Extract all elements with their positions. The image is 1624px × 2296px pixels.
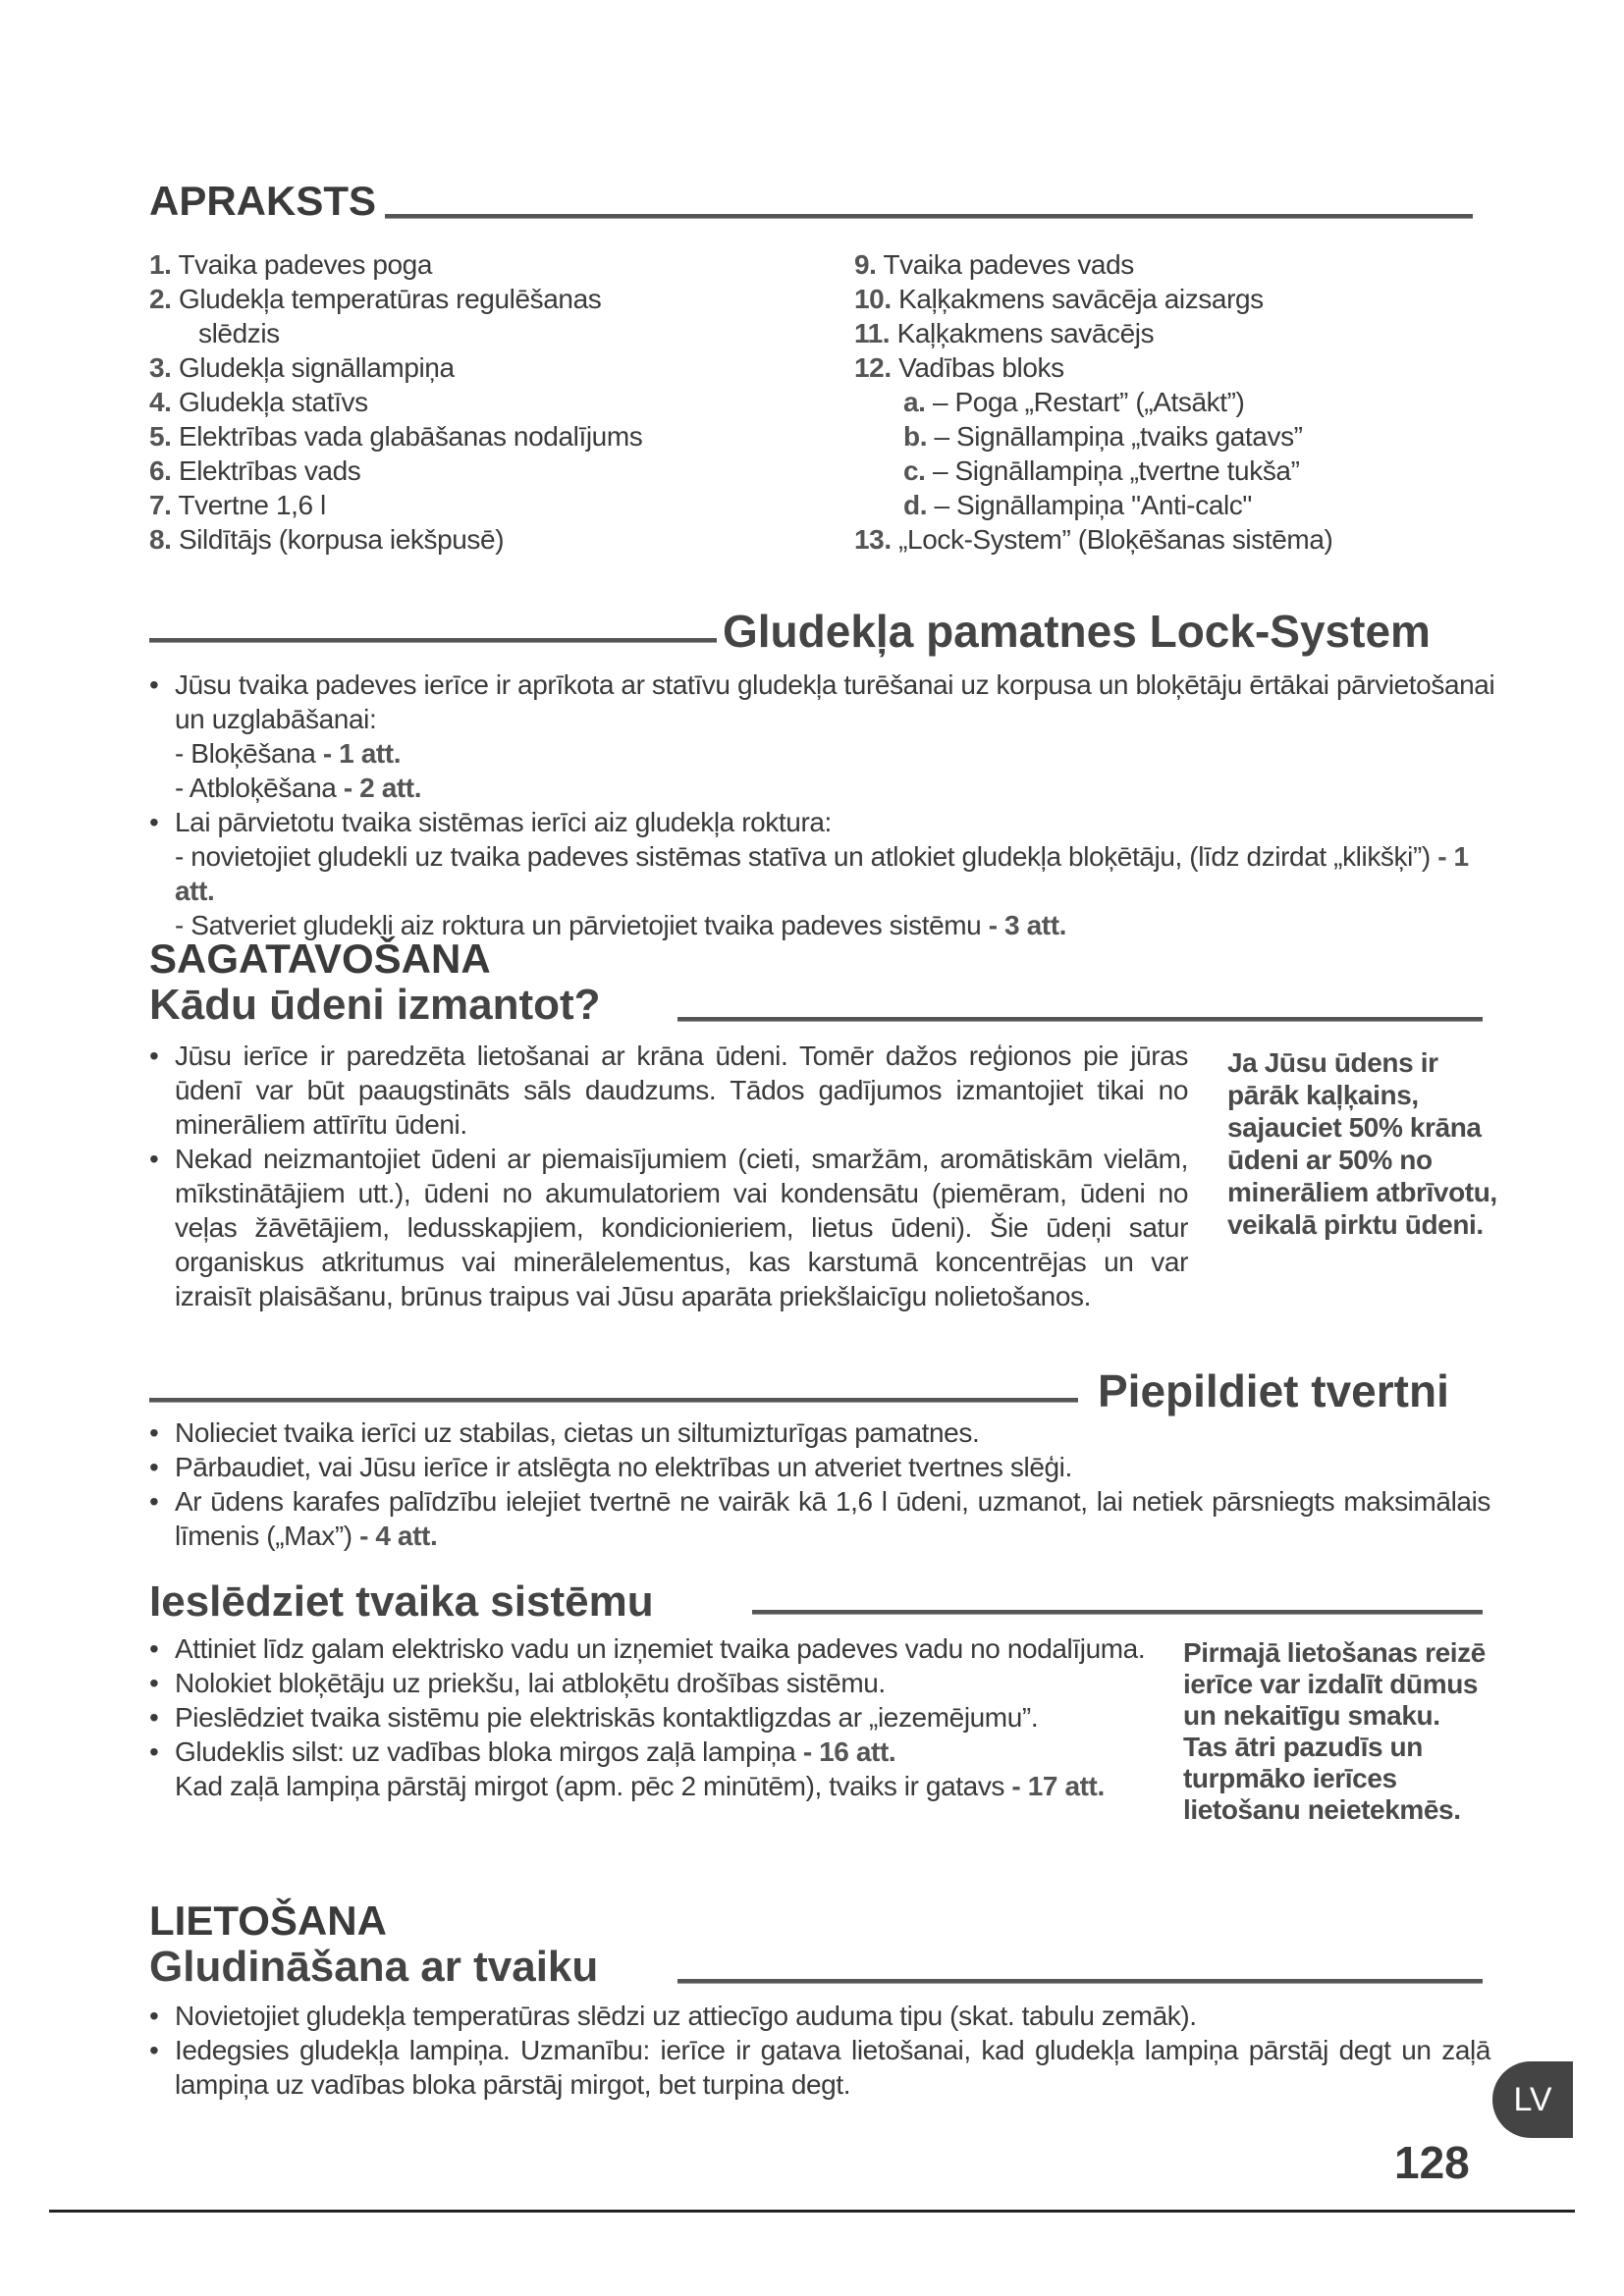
item-number: 3. xyxy=(149,352,172,383)
item-label: Sildītājs (korpusa iekšpusē) xyxy=(178,524,505,555)
figure-ref: - 17 att. xyxy=(1011,1771,1105,1801)
divider xyxy=(677,1979,1483,1984)
divider xyxy=(385,214,1473,219)
description-item xyxy=(854,454,1542,488)
item-number: 7. xyxy=(149,490,172,520)
divider xyxy=(677,1017,1483,1022)
bullet: • Nolieciet tvaika ierīci uz stabilas, cietas un siltumizturīgas pamatnes. xyxy=(149,1415,1490,1450)
item-number: 12. xyxy=(854,352,892,383)
bullet: • Pieslēdziet tvaika sistēmu pie elektriskās kontaktligzdas ar „iezemējumu”. xyxy=(149,1700,1147,1735)
section-title-lietosana: LIETOŠANA xyxy=(149,1897,387,1944)
item-number: 6. xyxy=(149,455,172,486)
section-title-sagatavosana: SAGATAVOŠANA xyxy=(149,935,491,982)
switch-on-text xyxy=(149,1631,1147,1803)
item-number: 10. xyxy=(854,284,892,314)
bullet: • Gludeklis silst: uz vadības bloka mirgos zaļā lampiņa - 16 att. Kad zaļā lampiņa pārstāj mirgot (apm. pēc 2 minūtēm), tvaiks ir gatavs - 17 att. xyxy=(149,1735,1147,1803)
section-title-fill-tank: Piepildiet tvertni xyxy=(1098,1365,1449,1416)
item-label: – Signāllampiņa „tvertne tukša” xyxy=(932,455,1300,486)
subsection-title-steam-ironing: Gludināšana ar tvaiku xyxy=(149,1943,599,1991)
side-note-water: Ja Jūsu ūdens ir pārāk kaļķains, sajauciet 50% krāna ūdeni ar 50% no minerāliem atbrīvotu, veikalā pirktu ūdeni. xyxy=(1227,1047,1497,1240)
item-number: 1. xyxy=(149,249,172,280)
item-number: 11. xyxy=(854,318,891,348)
item-label: Kaļķakmens savācējs xyxy=(896,318,1155,348)
item-label: Tvaika padeves poga xyxy=(178,249,433,280)
sub-item: - novietojiet gludekli uz tvaika padeves sistēmas statīva un atlokiet gludekļa bloķētāju, (līdz dzirdat „klikšķi”) xyxy=(175,841,1431,872)
figure-ref: - 3 att. xyxy=(988,910,1067,940)
description-item xyxy=(854,488,1542,522)
footer-rule xyxy=(49,2210,1575,2213)
bullet: • Novietojiet gludekļa temperatūras slēdzi uz attiecīgo auduma tipu (skat. tabulu zemāk). xyxy=(149,1999,1490,2033)
item-label: Elektrības vada glabāšanas nodalījums xyxy=(178,421,643,452)
description-item xyxy=(854,316,1542,350)
item-number: 9. xyxy=(854,249,877,280)
steam-ironing-text xyxy=(149,1999,1490,2102)
description-item xyxy=(149,316,837,350)
section-title-switch-on: Ieslēdziet tvaika sistēmu xyxy=(149,1577,654,1626)
bullet: • Nekad neizmantojiet ūdeni ar piemaisījumiem (cieti, smaržām, aromātiskām vielām, mīkstinātājiem utt.), ūdeni no akumulatoriem vai kondensātu (piemēram, ūdeni no veļas žāvētājiem, ledusskapjiem, kondicionieriem, lietus ūdeni). Šie ūdeņi satur organiskus atkritumus vai minerālelementus, kas karstumā koncentrējas un var izraisīt plaisāšanu, brūnus traipus vai Jūsu aparāta priekšlaicīgu nolietošanos. xyxy=(149,1142,1188,1313)
figure-ref: - 4 att. xyxy=(359,1521,438,1551)
description-item xyxy=(149,488,837,522)
bullet: • Lai pārvietotu tvaika sistēmas ierīci aiz gludekļa roktura: xyxy=(149,805,1504,839)
item-number: d. xyxy=(903,490,928,520)
item-number: 5. xyxy=(149,421,172,452)
item-label: – Poga „Restart” („Atsākt”) xyxy=(932,387,1245,417)
description-item xyxy=(149,385,837,419)
item-label: Elektrības vads xyxy=(178,455,361,486)
item-number: c. xyxy=(903,455,926,486)
item-number: a. xyxy=(903,387,926,417)
section-title-lock-system: Gludekļa pamatnes Lock-System xyxy=(723,606,1431,657)
section-title-apraksts: APRAKSTS xyxy=(149,178,377,224)
item-number: 8. xyxy=(149,524,172,555)
sub-item: - Satveriet gludekli aiz roktura un pārvietojiet tvaika padeves sistēmu xyxy=(175,910,982,940)
fill-tank-text xyxy=(149,1415,1490,1553)
description-item xyxy=(149,350,837,385)
water-text xyxy=(149,1039,1188,1313)
item-number: b. xyxy=(903,421,928,452)
description-item xyxy=(149,419,837,454)
item-label: slēdzis xyxy=(198,318,280,348)
description-list-left xyxy=(149,247,837,557)
description-item xyxy=(149,247,837,282)
description-item xyxy=(854,522,1542,557)
description-item xyxy=(854,419,1542,454)
divider xyxy=(752,1610,1483,1615)
description-item xyxy=(854,282,1542,316)
bullet: • Jūsu ierīce ir paredzēta lietošanai ar krāna ūdeni. Tomēr dažos reģionos pie jūras ūdenī var būt paaugstināts sāls daudzums. Tādos gadījumos izmantojiet tikai no minerāliem attīrītu ūdeni. xyxy=(149,1039,1188,1142)
item-label: Gludekļa signāllampiņa xyxy=(178,352,455,383)
description-item xyxy=(854,247,1542,282)
item-label: Vadības bloks xyxy=(898,352,1064,383)
figure-ref: - 1 att. xyxy=(322,738,402,769)
page-number: 128 xyxy=(1394,2137,1470,2188)
item-label: Tvaika padeves vads xyxy=(883,249,1134,280)
item-number: 4. xyxy=(149,387,172,417)
side-note-first-use: Pirmajā lietošanas reizē ierīce var izdalīt dūmus un nekaitīgu smaku. Tas ātri pazudīs un turpmāko ierīces lietošanu neietekmēs. xyxy=(1183,1637,1486,1825)
sub-item: - Atbloķēšana xyxy=(175,773,337,803)
bullet: • Pārbaudiet, vai Jūsu ierīce ir atslēgta no elektrības un atveriet tvertnes slēģi. xyxy=(149,1450,1490,1484)
bullet: • Jūsu tvaika padeves ierīce ir aprīkota ar statīvu gludekļa turēšanai uz korpusa un bloķētāju ērtākai pārvietošanai un uzglabāšanai: xyxy=(149,667,1504,736)
divider xyxy=(149,638,717,643)
item-label: – Signāllampiņa "Anti-calc" xyxy=(934,490,1252,520)
bullet: • Attiniet līdz galam elektrisko vadu un izņemiet tvaika padeves vadu no nodalījuma. xyxy=(149,1631,1147,1666)
item-label: Gludekļa temperatūras regulēšanas xyxy=(178,284,602,314)
description-item xyxy=(149,454,837,488)
item-label: Gludekļa statīvs xyxy=(178,387,368,417)
figure-ref: - 1 att. xyxy=(175,841,1469,906)
description-item xyxy=(149,282,837,316)
language-tab: LV xyxy=(1492,2061,1573,2138)
description-item xyxy=(854,385,1542,419)
description-list-right xyxy=(854,247,1542,557)
item-label: Kaļķakmens savācēja aizsargs xyxy=(898,284,1264,314)
subsection-title-water: Kādu ūdeni izmantot? xyxy=(149,981,601,1029)
item-number: 2. xyxy=(149,284,172,314)
lock-system-text xyxy=(149,667,1504,942)
sub-item: - Bloķēšana xyxy=(175,738,316,769)
figure-ref: - 16 att. xyxy=(802,1736,896,1767)
description-item xyxy=(854,350,1542,385)
bullet: • Ar ūdens karafes palīdzību ielejiet tvertnē ne vairāk kā 1,6 l ūdeni, uzmanot, lai netiek pārsniegts maksimālais līmenis („Max”) - 4 att. xyxy=(149,1484,1490,1553)
item-number: 13. xyxy=(854,524,892,555)
description-item xyxy=(149,522,837,557)
item-label: „Lock-System” (Bloķēšanas sistēma) xyxy=(898,524,1333,555)
item-label: Tvertne 1,6 l xyxy=(178,490,326,520)
divider xyxy=(149,1398,1078,1403)
bullet: • Iedegsies gludekļa lampiņa. Uzmanību: ierīce ir gatava lietošanai, kad gludekļa lampiņa pārstāj degt un zaļā lampiņa uz vadības bloka pārstāj mirgot, bet turpina degt. xyxy=(149,2033,1490,2102)
bullet: • Nolokiet bloķētāju uz priekšu, lai atbloķētu drošības sistēmu. xyxy=(149,1666,1147,1700)
item-label: – Signāllampiņa „tvaiks gatavs” xyxy=(934,421,1303,452)
figure-ref: - 2 att. xyxy=(343,773,422,803)
